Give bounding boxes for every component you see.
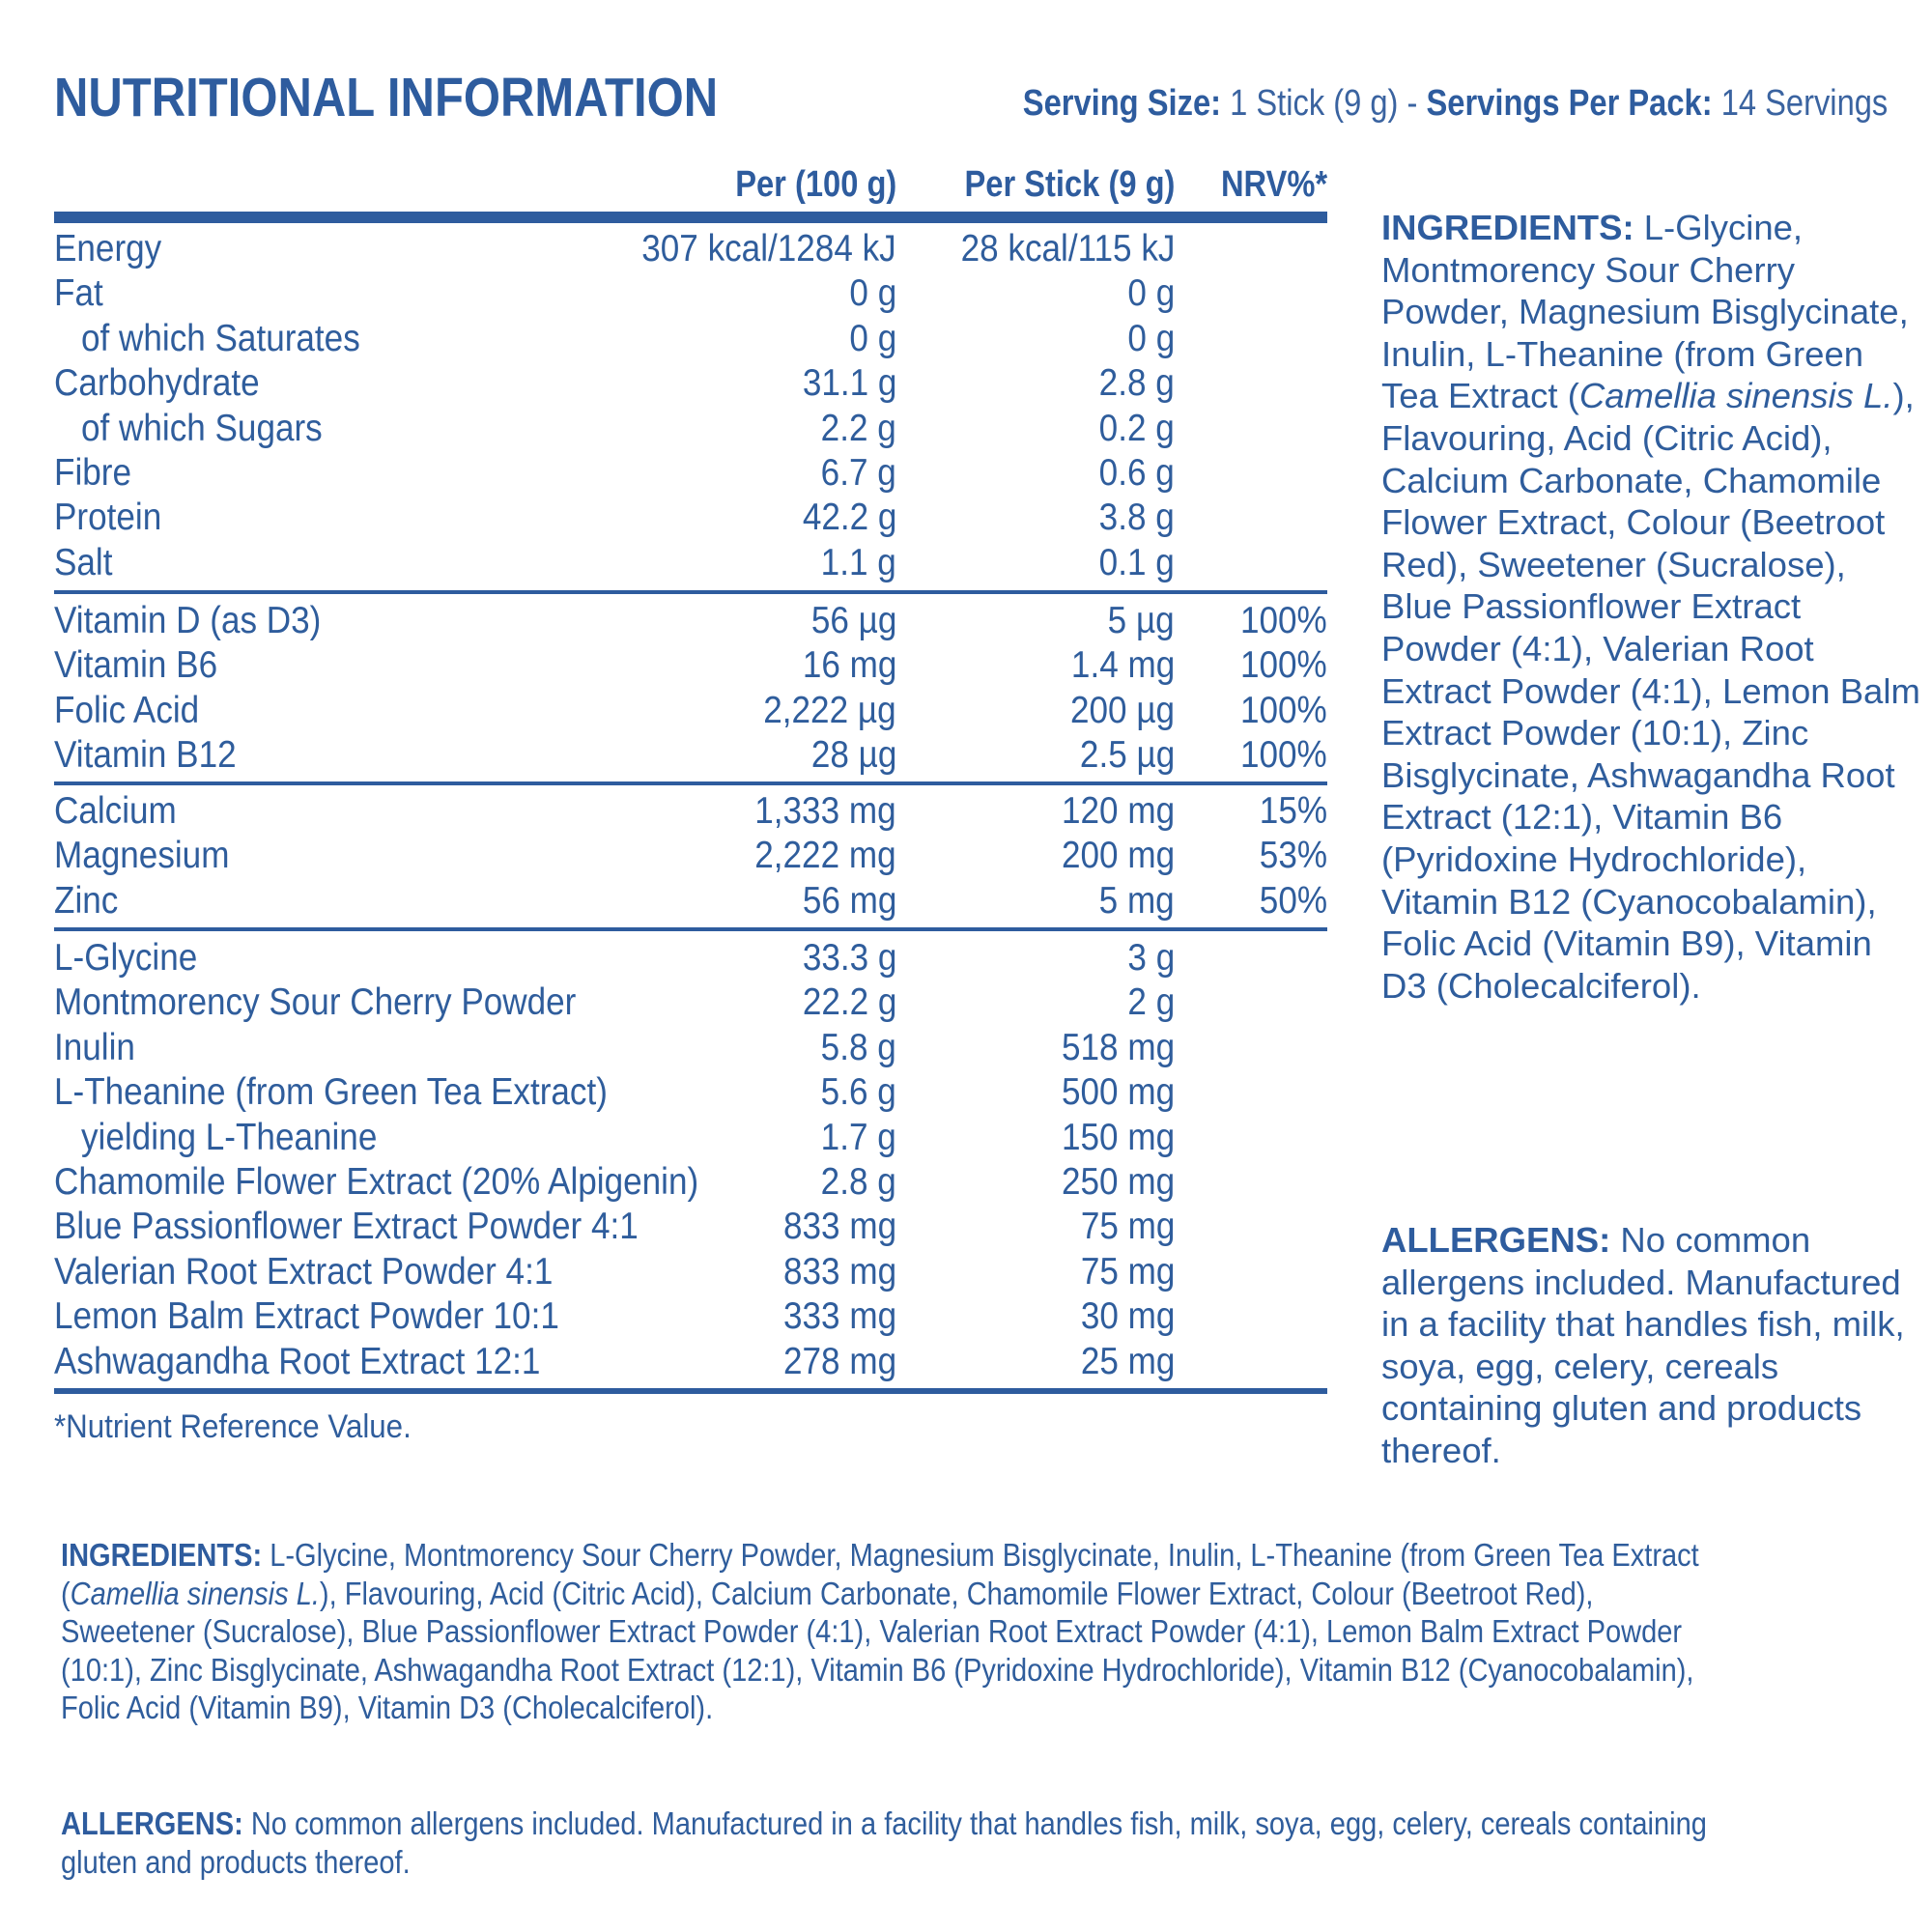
servings-per-pack-value: 14 Servings [1720, 83, 1888, 124]
divider-after-vitamins [54, 781, 1327, 785]
value-per-100g: 5.6 g [820, 1071, 896, 1114]
value-per-100g: 6.7 g [820, 452, 896, 494]
side-ingredients [1381, 207, 1922, 1007]
bottom-ingredients-label: INGREDIENTS: [61, 1537, 263, 1573]
value-per-100g: 0 g [849, 272, 896, 315]
nutrient-label: yielding L-Theanine [81, 1116, 378, 1158]
nutrient-label: Vitamin B12 [54, 734, 237, 777]
table-row [54, 690, 1327, 734]
table-row [54, 362, 1327, 407]
value-per-stick: 1.4 mg [1070, 644, 1175, 687]
value-per-stick: 2.5 µg [1079, 734, 1175, 777]
value-per-100g: 333 mg [782, 1295, 896, 1338]
side-ingredients-label: INGREDIENTS: [1381, 208, 1634, 247]
value-per-100g: 56 mg [802, 879, 896, 922]
nutrient-label: Protein [54, 497, 162, 539]
nutrient-label: Montmorency Sour Cherry Powder [54, 981, 577, 1024]
nutrient-label: Inulin [54, 1026, 135, 1068]
value-per-stick: 3.8 g [1098, 497, 1175, 539]
value-per-100g: 0 g [849, 317, 896, 359]
table-row [54, 835, 1327, 879]
value-nrv: 100% [1240, 689, 1327, 731]
table-row [54, 937, 1327, 981]
value-per-stick: 0 g [1127, 317, 1175, 359]
column-header-nrv: NRV%* [1220, 164, 1327, 205]
serving-size-label: Serving Size: [1022, 83, 1221, 124]
table-row [54, 1117, 1327, 1161]
value-per-100g: 2.8 g [820, 1161, 896, 1203]
nutrient-label: L-Theanine (from Green Tea Extract) [54, 1071, 608, 1114]
table-row [54, 1206, 1327, 1250]
serving-size-value: 1 Stick (9 g) [1229, 83, 1399, 124]
table-top-rule [54, 212, 1327, 223]
nutrient-label: Fat [54, 272, 103, 315]
value-per-stick: 0.2 g [1098, 407, 1175, 449]
value-per-100g: 307 kcal/1284 kJ [641, 228, 896, 270]
value-nrv: 50% [1259, 879, 1327, 922]
value-per-stick: 28 kcal/115 kJ [960, 228, 1175, 270]
value-per-100g: 1.1 g [820, 541, 896, 583]
side-ingredients-text-1: L-Glycine, Montmorency Sour Cherry Powder, Magnesium Bisglycinate, Inulin, L-Theanine (from Green Tea Extract ( [1381, 208, 1909, 416]
value-per-stick: 75 mg [1080, 1250, 1175, 1293]
value-per-stick: 5 mg [1098, 879, 1175, 922]
serving-info [1023, 83, 1888, 125]
table-row [54, 1161, 1327, 1206]
divider-after-macros [54, 590, 1327, 594]
nutrient-label: Carbohydrate [54, 362, 260, 405]
value-per-stick: 518 mg [1061, 1026, 1175, 1068]
value-per-stick: 0 g [1127, 272, 1175, 315]
servings-per-pack-label: Servings Per Pack: [1426, 83, 1713, 124]
value-per-stick: 2 g [1127, 981, 1175, 1024]
value-per-100g: 1,333 mg [754, 790, 896, 832]
nutrient-label: Zinc [54, 879, 119, 922]
side-allergens-label: ALLERGENS: [1381, 1220, 1611, 1260]
nutrient-label: of which Saturates [81, 317, 360, 359]
value-per-stick: 0.1 g [1098, 541, 1175, 583]
value-per-stick: 75 mg [1080, 1206, 1175, 1248]
bottom-allergens [61, 1804, 1727, 1881]
table-row [54, 228, 1327, 272]
value-per-100g: 31.1 g [802, 362, 896, 405]
value-per-stick: 120 mg [1061, 790, 1175, 832]
column-header-per-100g: Per (100 g) [734, 164, 896, 205]
nutrient-label: Vitamin D (as D3) [54, 600, 322, 641]
value-per-100g: 2,222 µg [763, 689, 896, 731]
value-per-stick: 2.8 g [1098, 362, 1175, 405]
nutrient-label: Fibre [54, 452, 131, 494]
nutrient-label: Energy [54, 228, 162, 270]
value-per-stick: 200 mg [1061, 835, 1175, 877]
table-row [54, 790, 1327, 835]
value-nrv: 100% [1240, 600, 1327, 641]
nrv-footnote: *Nutrient Reference Value. [54, 1408, 412, 1445]
value-per-100g: 833 mg [782, 1250, 896, 1293]
value-per-stick: 0.6 g [1098, 452, 1175, 494]
value-nrv: 15% [1259, 790, 1327, 832]
table-row [54, 1251, 1327, 1295]
value-per-stick: 25 mg [1080, 1340, 1175, 1382]
value-per-100g: 28 µg [810, 734, 896, 777]
value-per-100g: 833 mg [782, 1206, 896, 1248]
table-row [54, 600, 1327, 644]
value-per-stick: 30 mg [1080, 1295, 1175, 1338]
nutrient-label: Vitamin B6 [54, 644, 218, 687]
nutrient-label: Magnesium [54, 835, 230, 877]
table-row [54, 1027, 1327, 1071]
nutrient-label: Blue Passionflower Extract Powder 4:1 [54, 1206, 639, 1248]
table-row [54, 318, 1327, 362]
table-row [54, 497, 1327, 541]
bottom-allergens-text: No common allergens included. Manufactured in a facility that handles fish, milk, soya, egg, celery, cereals containing gluten and products thereof. [61, 1805, 1707, 1880]
value-per-100g: 16 mg [802, 644, 896, 687]
table-row [54, 644, 1327, 689]
table-row [54, 880, 1327, 924]
nutrient-label: Salt [54, 541, 113, 583]
bottom-allergens-label: ALLERGENS: [61, 1805, 243, 1841]
nutrient-label: Ashwagandha Root Extract 12:1 [54, 1340, 541, 1382]
side-allergens [1381, 1219, 1922, 1472]
side-allergens-text: No common allergens included. Manufactured in a facility that handles fish, milk, soya, egg, celery, cereals containing gluten and products thereof. [1381, 1220, 1905, 1470]
value-per-stick: 3 g [1127, 937, 1175, 979]
value-per-stick: 250 mg [1061, 1161, 1175, 1203]
value-per-100g: 1.7 g [820, 1116, 896, 1158]
value-per-stick: 500 mg [1061, 1071, 1175, 1114]
bottom-ingredients-latin-name: Camellia sinensis L. [70, 1575, 320, 1611]
divider-after-minerals [54, 927, 1327, 931]
value-per-stick: 200 µg [1069, 689, 1175, 731]
value-per-stick: 5 µg [1107, 600, 1175, 641]
value-per-100g: 42.2 g [802, 497, 896, 539]
table-row [54, 1071, 1327, 1116]
nutrient-label: Lemon Balm Extract Powder 10:1 [54, 1295, 559, 1338]
table-row [54, 734, 1327, 779]
value-nrv: 100% [1240, 644, 1327, 687]
bottom-ingredients-text-1: L-Glycine, Montmorency Sour Cherry Powder, Magnesium Bisglycinate, Inulin, L-Theanine (from Green Tea Extract ( [61, 1537, 1699, 1611]
nutrient-label: Folic Acid [54, 689, 200, 731]
value-per-100g: 2.2 g [820, 407, 896, 449]
column-header-per-stick: Per Stick (9 g) [964, 164, 1175, 205]
table-row [54, 452, 1327, 497]
nutrient-label: Valerian Root Extract Powder 4:1 [54, 1250, 554, 1293]
nutrient-label: Chamomile Flower Extract (20% Alpigenin) [54, 1161, 699, 1203]
side-ingredients-text-2: ), Flavouring, Acid (Citric Acid), Calcium Carbonate, Chamomile Flower Extract, Colour (Beetroot Red), Sweetener (Sucralose), Blue Passionflower Extract Powder (4:1), Valerian Root Extract Powder (4:1), Lemon Balm Extract Powder (10:1), Zinc Bisglycinate, Ashwagandha Root Extract (12:1), Vitamin B6 (Pyridoxine Hydrochloride), Vitamin B12 (Cyanocobalamin), Folic Acid (Vitamin B9), Vitamin D3 (Cholecalciferol). [1381, 376, 1920, 1006]
value-nrv: 53% [1259, 835, 1327, 877]
page-title: NUTRITIONAL INFORMATION [54, 67, 719, 128]
table-row [54, 272, 1327, 317]
bottom-ingredients-text-2: ), Flavouring, Acid (Citric Acid), Calcium Carbonate, Chamomile Flower Extract, Colour (Beetroot Red), Sweetener (Sucralose), Blue Passionflower Extract Powder (4:1), Valerian Root Extract Powder (4:1), Lemon Balm Extract Powder (10:1), Zinc Bisglycinate, Ashwagandha Root Extract (12:1), Vitamin B6 (Pyridoxine Hydrochloride), Vitamin B12 (Cyanocobalamin), Folic Acid (Vitamin B9), Vitamin D3 (Cholecalciferol). [61, 1575, 1694, 1726]
table-row [54, 981, 1327, 1026]
value-per-100g: 56 µg [810, 600, 896, 641]
serving-separator: - [1406, 83, 1418, 124]
nutrient-label: of which Sugars [81, 407, 323, 449]
table-row [54, 1295, 1327, 1340]
value-per-100g: 2,222 mg [754, 835, 896, 877]
table-row [54, 1341, 1327, 1385]
bottom-ingredients [61, 1536, 1727, 1727]
value-per-100g: 33.3 g [802, 937, 896, 979]
table-row [54, 408, 1327, 452]
value-per-stick: 150 mg [1061, 1116, 1175, 1158]
table-bottom-rule [54, 1388, 1327, 1394]
nutrient-label: L-Glycine [54, 937, 198, 979]
side-ingredients-latin-name: Camellia sinensis L. [1578, 376, 1893, 416]
value-nrv: 100% [1240, 734, 1327, 777]
value-per-100g: 278 mg [782, 1340, 896, 1382]
value-per-100g: 22.2 g [802, 981, 896, 1024]
table-row [54, 542, 1327, 586]
value-per-100g: 5.8 g [820, 1026, 896, 1068]
nutrient-label: Calcium [54, 790, 177, 832]
